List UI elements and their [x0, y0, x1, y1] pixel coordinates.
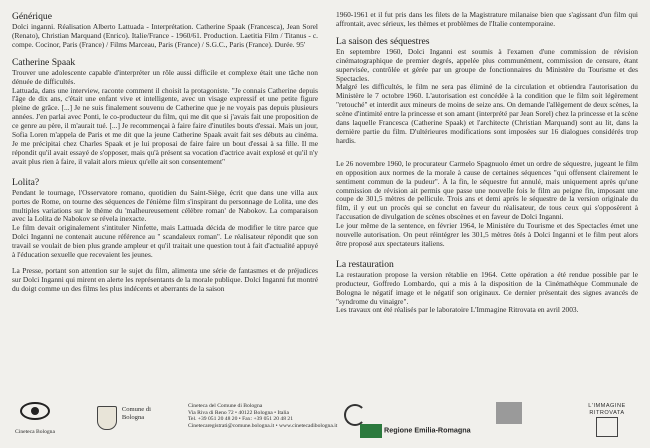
ritrovata-line1: L'IMMAGINE — [588, 403, 626, 409]
region-mark-icon — [360, 424, 382, 438]
cineteca-label: Cineteca Bologna — [15, 429, 55, 435]
address-line1: Cineteca del Comune di Bologna — [188, 403, 263, 409]
sequestres-p4: Le jour même de la sentence, en février 1964, le Ministère du Tourisme et des Spectacles émet une nouvelle autorisation. On peut réintégrer les 301,5 mètres ôtés à Dolci Inganni et le film peut alors être proposé aux spectateurs italiens. — [336, 221, 638, 248]
spiral-icon — [344, 404, 366, 426]
address-block — [188, 403, 338, 429]
sponsor-mark-icon — [496, 402, 522, 424]
address-line4: Cinetecaregistrati@comune.bologna.it • www.cinetecadibologna.it — [188, 422, 338, 429]
ritrovata-logo — [572, 403, 642, 440]
lolita-p3: La Presse, portant son attention sur le sujet du film, alimenta une série de fantasmes et de préjudices sur Dolci Inganni qui mirent en alerte les représentants de la morale publique. Dolci Inganni fut montré du doigt comme un des films les plus indécents et aberrants de la saison — [12, 265, 318, 293]
right-top-p1: 1960-1961 et il fut pris dans les filets de la Magistrature milanaise bien que s'agissant d'un film qui affrontait, avec sérieux, les thèmes et problèmes de l'Italie contemporaine. — [336, 10, 638, 28]
restauration-p2: Les travaux ont été réalisés par le laboratoire L'Immagine Ritrovata en avril 2003. — [336, 305, 579, 315]
comune-logo — [97, 406, 167, 430]
left-column — [12, 11, 318, 294]
generique-heading: Générique — [12, 11, 52, 22]
eye-icon — [20, 402, 50, 420]
address-line3: Tel. +39 051 20 48 20 • Fax: +39 051 20 48 21 — [188, 416, 293, 423]
catherine-p1: Trouver une adolescente capable d'interpréter un rôle aussi difficile et complexe était une tâche non dénuée de difficultés. — [12, 67, 318, 86]
sequestres-p2: Malgré les difficultés, le film ne sera pas éliminé de la circulation et obtiendra l'autorisation du Ministère le 7 octobre 1960. L'autorisation est concédée à la condition que le film soit légèrement "retouché" et interdit aux mineurs de moins de seize ans. On demande l'allègement de deux scènes, la scène d'intimité entre la princesse et son amant (interprété par Jean Sorel) chez la princesse et la scène dans laquelle Francesca (Catherine Spaak) et l'architecte (Christian Marquand) sont au lit, dans la dernière partie du film. D'ultérieures modifications sont imposées sur 16 dialogues considérés trop hardis. — [336, 82, 638, 145]
sponsor-logo — [496, 402, 522, 427]
lolita-heading: Lolita? — [12, 176, 40, 188]
restauration-heading: La restauration — [336, 258, 394, 270]
catherine-heading: Catherine Spaak — [12, 56, 76, 68]
catherine-p2: Lattuada, dans une interview, raconte comment il choisit la protagoniste. "Je connais Catherine depuis l'âge de dix ans, c'était une enfant vive et intelligente, avec un visage expressif et une petite figure pleine de grâce. [...] Je ne suis finalement souvenu de Catherine que je ne voyais pas depuis plusieurs années. J'en parlai avec Ponti, le co-producteur du film, qui me dit que si j'avais fait une proposition de ce genre au père, il m'aurait tué. [...] Je recommençai à faire faire d'inutiles bouts d'essai. Mais un jour, Sofia Loren m'appela de Paris et me dit que la jeune Catherine Spaak avait fait ses débuts au cinéma. Je me précipitai chez Charles Spaak et je lui proposai de faire faire un bout d'essai à sa fille. Il me répondit qu'il avait essayé de s'opposer, mais qu'à présent sa vocation d'actrice avait explosé et qu'il n'y avait plus rien à faire, il valait alors mieux qu'elle ait son consentement" — [12, 85, 318, 166]
region-label: Regione Emilia-Romagna — [384, 425, 471, 435]
address-line2: Via Riva di Reno 72 • 40122 Bologna • Italia — [188, 409, 289, 416]
lolita-p1: Pendant le tournage, l'Osservatore romano, quotidien du Saint-Siège, écrit que dans une villa aux portes de Rome, on tourne des séquences de l'énième film s'inspirant du personnage de Lolita, une des multiples variations sur le thème du 'malheureusement célèbre roman' de Nabokov. La comparaison avec la Lolita de Nabokov se révela inexacte. — [12, 187, 318, 224]
cineteca-logo — [14, 402, 56, 436]
ritrovata-line2: RITROVATA — [589, 409, 625, 416]
sequestres-p1: En septembre 1960, Dolci Inganni est soumis à l'examen d'une commission de révision cinématographique de premier degrés, appelée plus communément, commission de censure, étant supervisée, contrôlée et gérée par un groupe de fonctionnaires du Ministère du Tourisme et des Spectacles. — [336, 46, 638, 83]
generique-text: Dolci inganni. Réalisation Alberto Lattuada - Interprétation. Catherine Spaak (Francesca), Jean Sorel (Renato), Christian Marquand (Enrico). Italie/France - 1960/61. Production. Laetitia Film / Titanus - c. compe. Cocinor, Paris (France) / Films Marceau, Paris (France) / S.G.C., Paris (France). Durée. 95' — [12, 22, 318, 49]
footer — [0, 398, 650, 448]
shield-icon — [97, 406, 117, 430]
region-logo — [360, 424, 478, 438]
comune-line2: Bologna — [121, 414, 145, 421]
film-reel-icon — [596, 417, 618, 437]
right-column — [336, 11, 638, 315]
sequestres-heading: La saison des séquestres — [336, 35, 430, 47]
restauration-p1: La restauration propose la version rétablie en 1964. Cette opération a été rendue possible par le producteur, Goffredo Lombardo, qui a mis à la disposition de la Cinémathèque Communale de Bologna le négatif image et le négatif son originaux. Ce dernier présentait des signes avancés de "syndrome du vinaigre". — [336, 269, 638, 306]
lolita-p2: Le film devait originalement s'intituler Ninfette, mais Lattuada décida de modifier le titre parce que Dolci Inganni ne contenait aucune référence au " scandaleux roman". Le réalisateur répondit que son travail se voulait de bien plus grande ampleur et qu'il traitait une question tout à fait d'actualité appuyé à l'éducation sexuelle que recevaient les jeunes. — [12, 223, 318, 260]
comune-line1: Comune di — [121, 406, 151, 413]
sequestres-p3: Le 26 novembre 1960, le procurateur Carmelo Spagnuolo émet un ordre de séquestre, jugeant le film en opposition aux normes de la morale à cause de certaines séquences "qui offensent clairement le sentiment commun de la pudeur". À la fin, le séquestre fut annulé, mais uniquement après qu'une commission de révision ait permis que passe une nouvelle fois le film au peigne fin, imposant une coupe de 301,5 mètres de pellicule. Trois ans et demi après le séquestre de la version originale du film, il y eut un procès qui se conclut en faveur du réalisateur, de tous ceux qui s'opposèrent à l'accusation de divulgation de scènes obscènes et en faveur de Dolci Inganni. — [336, 158, 638, 222]
